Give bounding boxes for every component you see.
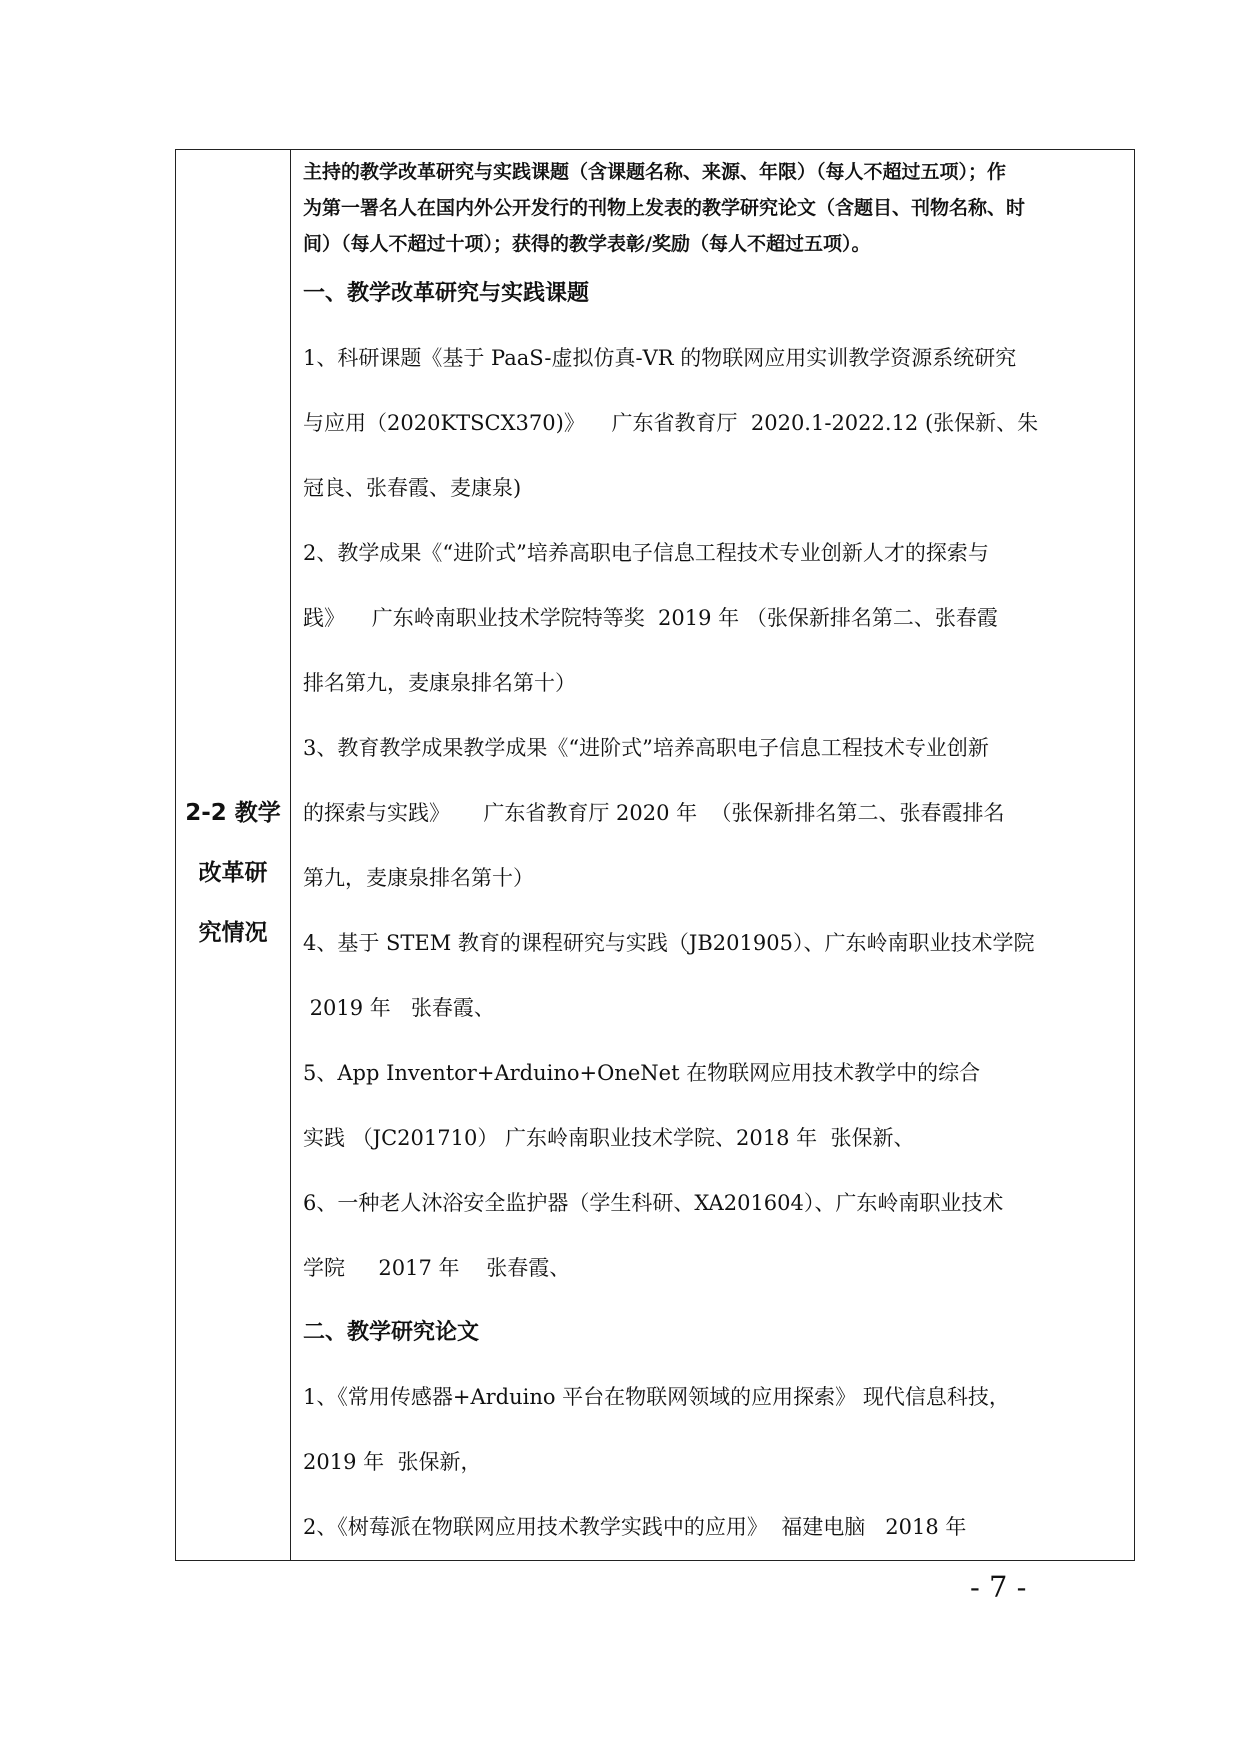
content-body — [291, 150, 1134, 1560]
list-line: 2、教学成果《“进阶式”培养高职电子信息工程技术专业创新人才的探索与 — [303, 541, 989, 565]
list-line: 实践 （JC201710） 广东岭南职业技术学院、2018 年 张保新、 — [303, 1126, 915, 1150]
section-heading-papers: 二、教学研究论文 — [303, 1320, 480, 1345]
list-line: 学院 2017 年 张春霞、 — [303, 1256, 571, 1280]
list-line: 3、教育教学成果教学成果《“进阶式”培养高职电子信息工程技术专业创新 — [303, 736, 989, 760]
list-line: 6、一种老人沐浴安全监护器（学生科研、XA201604）、广东岭南职业技术 — [303, 1191, 1004, 1215]
paper-list — [291, 1365, 1134, 1560]
page-number: - 7 - — [970, 1570, 1027, 1604]
table-row — [176, 150, 1135, 1561]
row-label-cell — [176, 150, 291, 1561]
list-line: 与应用（2020KTSCX370)》 广东省教育厅 2020.1-2022.12 (张保新、朱 — [303, 411, 1039, 435]
form-table — [175, 149, 1135, 1561]
list-line: 2019 年 张保新， — [303, 1450, 482, 1474]
list-line: 2、《树莓派在物联网应用技术教学实践中的应用》 福建电脑 2018 年 — [303, 1515, 967, 1539]
list-line: 冠良、张春霞、麦康泉) — [303, 476, 522, 500]
instructions — [291, 150, 1134, 262]
project-list — [291, 326, 1134, 1301]
list-line: 践》 广东岭南职业技术学院特等奖 2019 年 （张保新排名第二、张春霞 — [303, 606, 998, 630]
list-line: 第九，麦康泉排名第十） — [303, 866, 534, 890]
list-line: 的探索与实践》 广东省教育厅 2020 年 （张保新排名第二、张春霞排名 — [303, 801, 1005, 825]
instruction-line: 间）（每人不超过十项）；获得的教学表彰/奖励（每人不超过五项）。 — [303, 233, 871, 255]
instruction-line: 为第一署名人在国内外公开发行的刊物上发表的教学研究论文（含题目、刊物名称、时 — [303, 197, 1026, 219]
list-line: 1、科研课题《基于 PaaS-虚拟仿真-VR 的物联网应用实训教学资源系统研究 — [303, 346, 1017, 370]
list-line: 排名第九，麦康泉排名第十） — [303, 671, 576, 695]
list-line: 2019 年 张春霞、 — [303, 996, 495, 1020]
row-label: 2-2 教学 改革研 究情况 — [185, 800, 281, 946]
list-line: 5、App Inventor+Arduino+OneNet 在物联网应用技术教学中的综合 — [303, 1061, 981, 1085]
list-line: 1、《常用传感器+Arduino 平台在物联网领域的应用探索》 现代信息科技， — [303, 1385, 1010, 1409]
instruction-line: 主持的教学改革研究与实践课题（含课题名称、来源、年限）（每人不超过五项）；作 — [303, 161, 1007, 183]
content-cell — [291, 150, 1135, 1561]
list-line: 4、基于 STEM 教育的课程研究与实践（JB201905）、广东岭南职业技术学院 — [303, 931, 1035, 955]
section-heading-projects: 一、教学改革研究与实践课题 — [303, 281, 590, 306]
